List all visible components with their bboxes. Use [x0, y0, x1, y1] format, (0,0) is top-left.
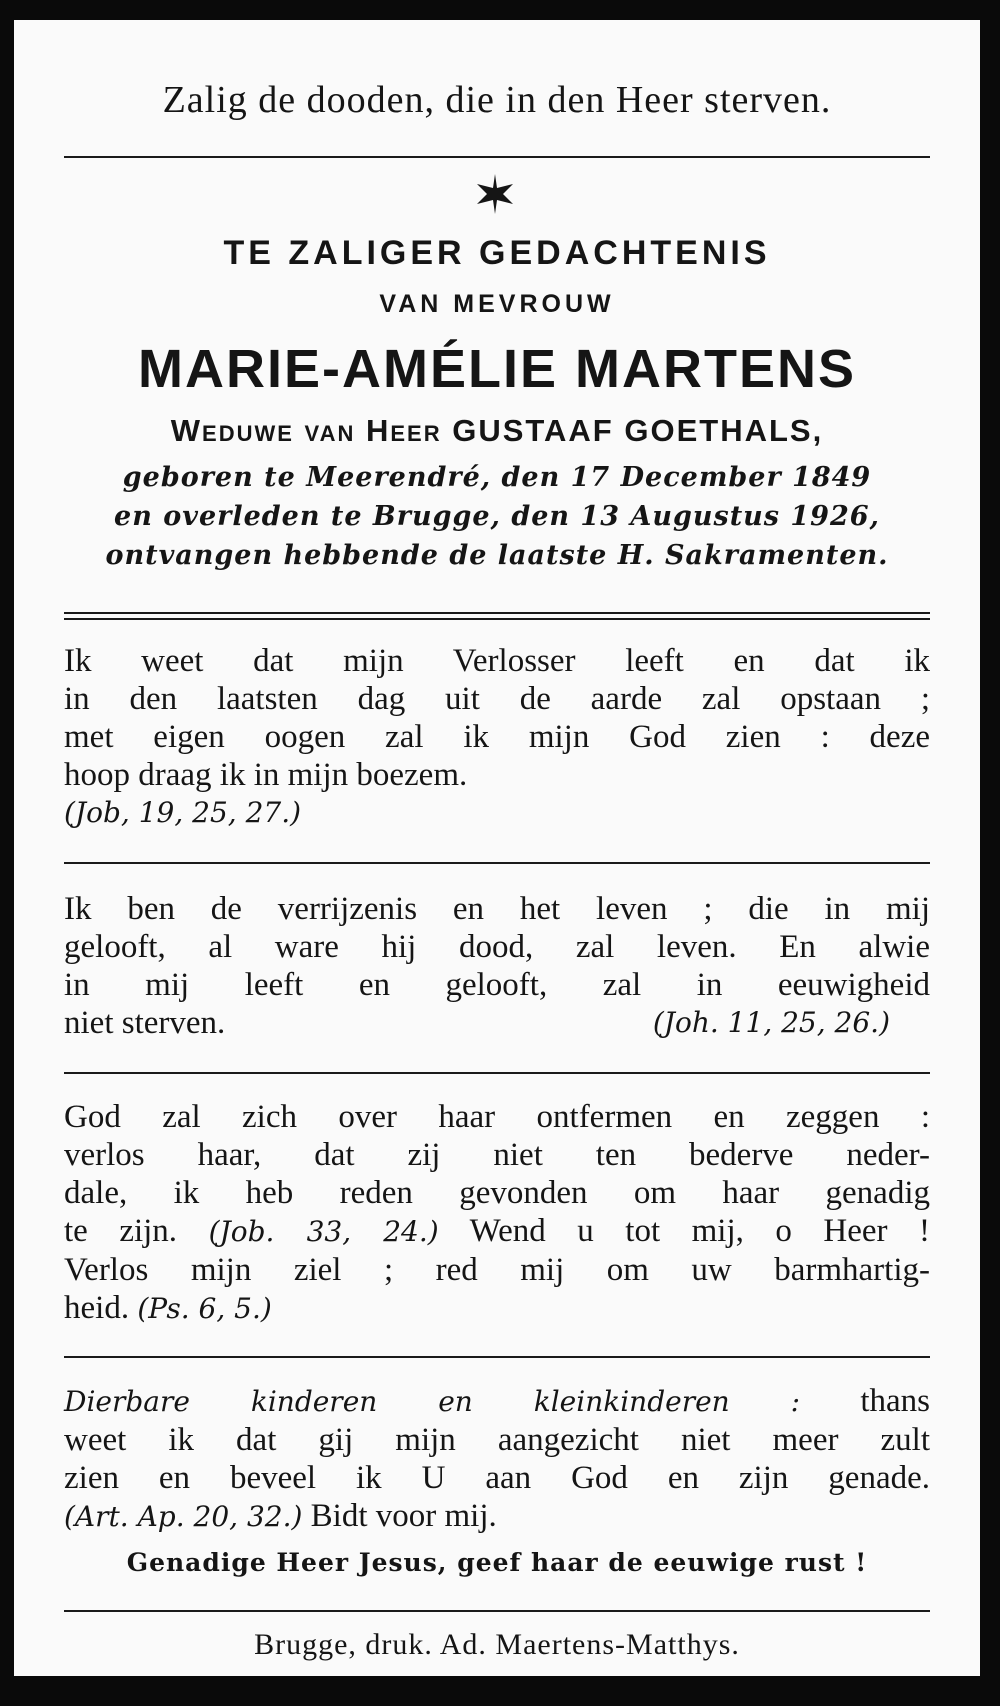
birth-line: geboren te Meerendré, den 17 December 1849 — [122, 462, 872, 493]
divider-rule — [64, 1356, 930, 1358]
verse-line: zien en beveel ik U aan God en zijn genade. — [64, 1460, 930, 1496]
death-line: en overleden te Brugge, den 13 Augustus 1926, — [114, 501, 880, 532]
verse-line — [64, 1004, 930, 1042]
verse-line — [64, 1212, 930, 1251]
divider-rule — [64, 862, 930, 864]
verse-address: Dierbare kinderen en kleinkinderen : — [64, 1385, 801, 1418]
verse-joh-11 — [64, 890, 930, 1042]
verse-line: dale, ik heb reden gevonden om haar genadig — [64, 1175, 930, 1211]
verse-line: Ik ben de verrijzenis en het leven ; die in mij — [64, 891, 930, 927]
verse-line: met eigen oogen zal ik mijn God zien : deze — [64, 719, 930, 755]
verse-text: niet sterven. — [64, 1005, 226, 1041]
verse-line: in mij leeft en gelooft, zal in eeuwigheid — [64, 967, 930, 1003]
verse-line: gelooft, al ware hij dood, zal leven. En alwie — [64, 929, 930, 965]
verse-reference: (Job. 33, 24.) — [208, 1215, 439, 1248]
verse-line: God zal zich over haar ontfermen en zeggen : — [64, 1099, 930, 1135]
closing-prayer: Genadige Heer Jesus, geef haar de eeuwige rust ! — [126, 1548, 868, 1577]
divider-rule — [64, 1610, 930, 1612]
printer-imprint: Brugge, druk. Ad. Maertens-Matthys. — [254, 1628, 740, 1661]
verse-line — [64, 1382, 930, 1421]
verse-text: Wend u tot mij, o Heer ! — [469, 1213, 930, 1249]
widow-line: Weduwe van Heer GUSTAAF GOETHALS, — [170, 413, 824, 448]
verse-acts-20 — [64, 1382, 930, 1536]
verse-text: Bidt voor mij. — [310, 1498, 497, 1534]
verse-text: thans — [860, 1383, 930, 1419]
verse-reference: (Joh. 11, 25, 26.) — [652, 1006, 890, 1039]
verse-text: te zijn. — [64, 1213, 178, 1249]
deceased-name: MARIE-AMÉLIE MARTENS — [138, 339, 856, 399]
heading-subtitle: VAN MEVROUW — [379, 290, 615, 318]
verse-line: verlos haar, dat zij niet ten bederve neder- — [64, 1137, 930, 1173]
verse-reference: (Art. Ap. 20, 32.) — [64, 1500, 303, 1533]
motto: Zalig de dooden, die in den Heer sterven. — [162, 79, 832, 121]
divider-rule — [64, 1072, 930, 1074]
verse-line: hoop draag ik in mijn boezem. — [64, 757, 468, 793]
verse-job-33 — [64, 1098, 930, 1328]
verse-line — [64, 1497, 930, 1536]
verse-line: weet ik dat gij mijn aangezicht niet meer zult — [64, 1422, 930, 1458]
verse-line — [64, 1289, 930, 1328]
verse-line: Ik weet dat mijn Verlosser leeft en dat ik — [64, 643, 930, 679]
divider-rule — [64, 156, 930, 158]
cross-pattee-icon — [473, 172, 517, 216]
verse-line: Verlos mijn ziel ; red mij om uw barmhartig- — [64, 1252, 930, 1288]
verse-reference: (Job, 19, 25, 27.) — [64, 796, 302, 829]
double-divider-rule — [64, 612, 930, 620]
verse-line: in den laatsten dag uit de aarde zal opstaan ; — [64, 681, 930, 717]
verse-reference: (Ps. 6, 5.) — [137, 1292, 272, 1325]
heading-title: TE ZALIGER GEDACHTENIS — [223, 234, 771, 272]
card-content — [64, 20, 930, 1676]
verse-text: heid. — [64, 1290, 130, 1326]
verse-job-19 — [64, 642, 930, 832]
sacraments-line: ontvangen hebbende de laatste H. Sakramenten. — [105, 540, 889, 571]
